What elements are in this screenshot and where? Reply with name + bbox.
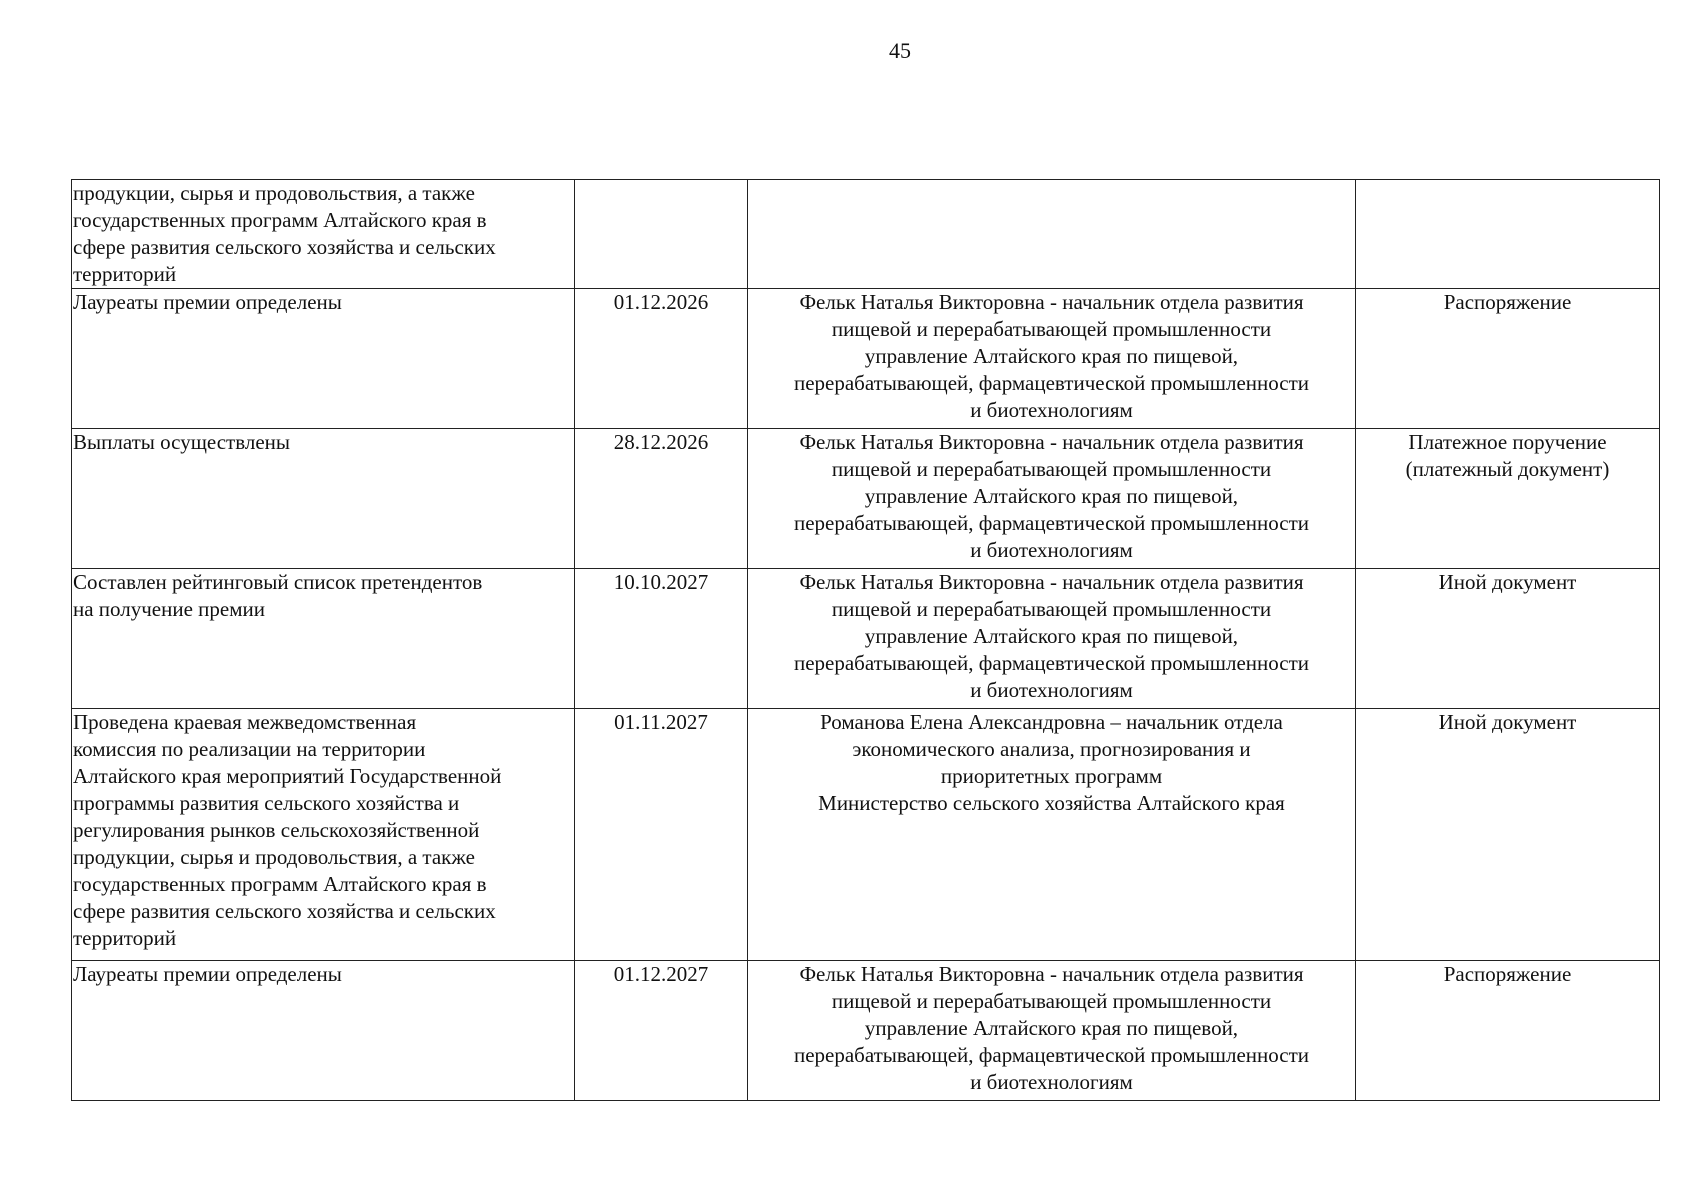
document-text: Платежное поручение (платежный документ) bbox=[1405, 430, 1610, 481]
responsible-cell bbox=[748, 429, 1356, 569]
table-row bbox=[72, 289, 1660, 429]
event-cell bbox=[72, 180, 575, 289]
responsible-text: Фельк Наталья Викторовна - начальник отдела развития пищевой и перерабатывающей промышленности управление Алтайского края по пищевой, перерабатывающей, фармацевтической промышленности и биотехнологиям bbox=[793, 290, 1310, 422]
date-cell bbox=[575, 961, 748, 1101]
date-text: 01.11.2027 bbox=[614, 710, 708, 734]
document-text: Распоряжение bbox=[1443, 962, 1572, 986]
date-text: 01.12.2027 bbox=[613, 962, 709, 986]
event-text: Лауреаты премии определены bbox=[73, 290, 342, 314]
document-text: Иной документ bbox=[1438, 710, 1577, 734]
responsible-text: Фельк Наталья Викторовна - начальник отдела развития пищевой и перерабатывающей промышленности управление Алтайского края по пищевой, перерабатывающей, фармацевтической промышленности и биотехнологиям bbox=[793, 962, 1310, 1094]
responsible-cell bbox=[748, 569, 1356, 709]
document-cell bbox=[1356, 709, 1660, 961]
date-cell bbox=[575, 180, 748, 289]
responsible-cell bbox=[748, 709, 1356, 961]
table-row bbox=[72, 709, 1660, 961]
date-text: 01.12.2026 bbox=[613, 290, 709, 314]
event-text: Выплаты осуществлены bbox=[73, 430, 291, 454]
document-text: Иной документ bbox=[1438, 570, 1577, 594]
document-cell bbox=[1356, 289, 1660, 429]
date-cell bbox=[575, 569, 748, 709]
responsible-text: Фельк Наталья Викторовна - начальник отдела развития пищевой и перерабатывающей промышленности управление Алтайского края по пищевой, перерабатывающей, фармацевтической промышленности и биотехнологиям bbox=[793, 430, 1310, 562]
date-text: 10.10.2027 bbox=[613, 570, 709, 594]
table-row bbox=[72, 429, 1660, 569]
table-row bbox=[72, 180, 1660, 289]
schedule-table bbox=[71, 179, 1660, 1101]
responsible-text: Фельк Наталья Викторовна - начальник отдела развития пищевой и перерабатывающей промышленности управление Алтайского края по пищевой, перерабатывающей, фармацевтической промышленности и биотехнологиям bbox=[793, 570, 1310, 702]
event-text: Лауреаты премии определены bbox=[73, 962, 342, 986]
table-row bbox=[72, 569, 1660, 709]
document-cell bbox=[1356, 429, 1660, 569]
document-cell bbox=[1356, 569, 1660, 709]
event-text: продукции, сырья и продовольствия, а также государственных программ Алтайского края в сфере развития сельского хозяйства и сельских территорий bbox=[73, 181, 496, 286]
event-cell bbox=[72, 289, 575, 429]
document-text: Распоряжение bbox=[1443, 290, 1572, 314]
responsible-cell bbox=[748, 289, 1356, 429]
event-cell bbox=[72, 709, 575, 961]
date-cell bbox=[575, 429, 748, 569]
responsible-cell bbox=[748, 961, 1356, 1101]
table-row bbox=[72, 961, 1660, 1101]
responsible-cell bbox=[748, 180, 1356, 289]
document-cell bbox=[1356, 961, 1660, 1101]
date-cell bbox=[575, 289, 748, 429]
date-text: 28.12.2026 bbox=[613, 430, 709, 454]
event-text: Проведена краевая межведомственная комиссия по реализации на территории Алтайского края мероприятий Государственной программы развития сельского хозяйства и регулирования рынков сельскохозяйственной продукции, сырья и продовольствия, а также государственных программ Алтайского края в сфере развития сельского хозяйства и сельских территорий bbox=[73, 710, 502, 950]
event-text: Составлен рейтинговый список претендентов на получение премии bbox=[73, 570, 483, 621]
document-cell bbox=[1356, 180, 1660, 289]
event-cell bbox=[72, 569, 575, 709]
event-cell bbox=[72, 961, 575, 1101]
date-cell bbox=[575, 709, 748, 961]
responsible-text: Романова Елена Александровна – начальник отдела экономического анализа, прогнозирования и приоритетных программ Министерство сельского хозяйства Алтайского края bbox=[818, 710, 1285, 815]
page-number: 45 bbox=[889, 38, 911, 63]
event-cell bbox=[72, 429, 575, 569]
